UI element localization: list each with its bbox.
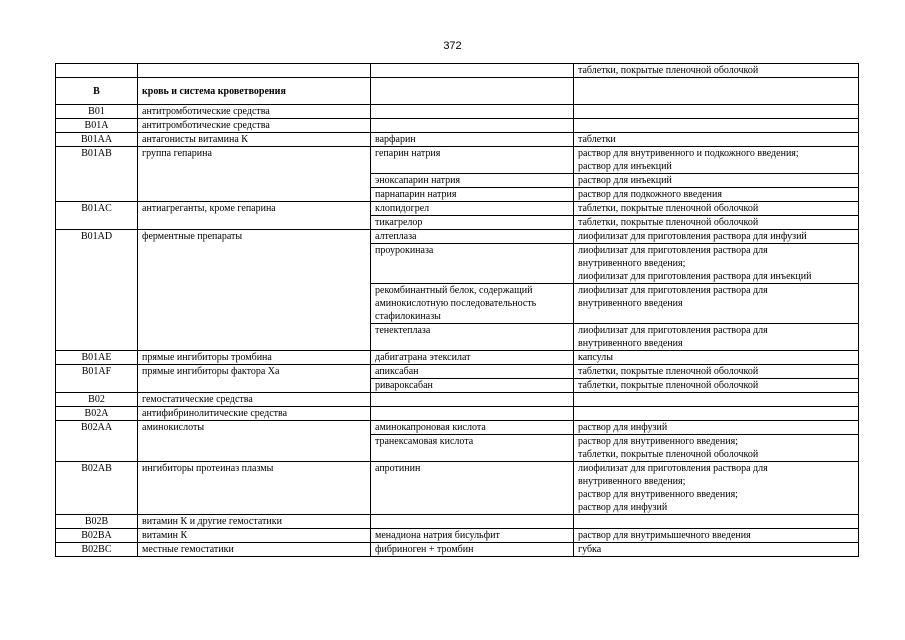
atc-code-cell: B01AA [56, 133, 138, 147]
atc-code-cell: B02 [56, 393, 138, 407]
dosage-form-cell: губка [574, 543, 859, 557]
table-row [56, 133, 859, 147]
dosage-form-cell [574, 78, 859, 105]
drug-name-cell: гепарин натрия [371, 147, 574, 174]
table-row [56, 407, 859, 421]
atc-group-cell: антифибринолитические средства [138, 407, 371, 421]
drug-name-cell: тикагрелор [371, 216, 574, 230]
table-row [56, 351, 859, 365]
atc-group-cell: ингибиторы протеиназ плазмы [138, 462, 371, 515]
dosage-form-cell: таблетки [574, 133, 859, 147]
dosage-form-cell [574, 393, 859, 407]
atc-group-cell: кровь и система кроветворения [138, 78, 371, 105]
atc-group-cell: антитромботические средства [138, 119, 371, 133]
dosage-form-cell: раствор для инфузий [574, 421, 859, 435]
dosage-form-cell: раствор для подкожного введения [574, 188, 859, 202]
drug-name-cell: проурокиназа [371, 244, 574, 284]
drug-name-cell: ривароксабан [371, 379, 574, 393]
table-row [56, 202, 859, 216]
dosage-form-cell: лиофилизат для приготовления раствора для инфузий [574, 230, 859, 244]
atc-code-cell: B01AC [56, 202, 138, 230]
dosage-form-cell: раствор для внутримышечного введения [574, 529, 859, 543]
atc-code-cell: B02AA [56, 421, 138, 462]
drug-name-cell: рекомбинантный белок, содержащий аминокислотную последовательность стафилокиназы [371, 284, 574, 324]
dosage-form-cell [574, 105, 859, 119]
dosage-form-cell: капсулы [574, 351, 859, 365]
table-row [56, 365, 859, 379]
atc-group-cell: антитромботические средства [138, 105, 371, 119]
atc-group-cell: антагонисты витамина К [138, 133, 371, 147]
atc-group-cell: прямые ингибиторы тромбина [138, 351, 371, 365]
atc-code-cell: B01AE [56, 351, 138, 365]
drug-name-cell: дабигатрана этексилат [371, 351, 574, 365]
atc-code-cell: B02BA [56, 529, 138, 543]
table-row [56, 529, 859, 543]
table-row [56, 462, 859, 515]
dosage-form-cell: лиофилизат для приготовления раствора для внутривенного введения; лиофилизат для приготовления раствора для инъекций [574, 244, 859, 284]
atc-code-cell: B02A [56, 407, 138, 421]
table-row [56, 78, 859, 105]
dosage-form-cell [574, 119, 859, 133]
drug-name-cell [371, 64, 574, 78]
drug-name-cell: апротинин [371, 462, 574, 515]
table-row [56, 421, 859, 435]
atc-group-cell: витамин К [138, 529, 371, 543]
atc-code-cell: B02B [56, 515, 138, 529]
drug-name-cell [371, 105, 574, 119]
drug-name-cell [371, 393, 574, 407]
table-row [56, 105, 859, 119]
table-row [56, 230, 859, 244]
atc-group-cell: ферментные препараты [138, 230, 371, 351]
atc-group-cell: гемостатические средства [138, 393, 371, 407]
dosage-form-cell: таблетки, покрытые пленочной оболочкой [574, 365, 859, 379]
table-body [56, 64, 859, 557]
atc-code-cell: B02BC [56, 543, 138, 557]
atc-group-cell: местные гемостатики [138, 543, 371, 557]
atc-code-cell: B [56, 78, 138, 105]
atc-group-cell: антиагреганты, кроме гепарина [138, 202, 371, 230]
drug-name-cell: фибриноген + тромбин [371, 543, 574, 557]
atc-code-cell: B01AD [56, 230, 138, 351]
drug-name-cell: тенектеплаза [371, 324, 574, 351]
drug-name-cell [371, 515, 574, 529]
drug-classification-table [55, 63, 859, 557]
atc-group-cell: аминокислоты [138, 421, 371, 462]
dosage-form-cell [574, 515, 859, 529]
drug-name-cell: транексамовая кислота [371, 435, 574, 462]
table-row [56, 543, 859, 557]
dosage-form-cell: лиофилизат для приготовления раствора для внутривенного введения [574, 324, 859, 351]
drug-name-cell: менадиона натрия бисульфит [371, 529, 574, 543]
atc-group-cell: прямые ингибиторы фактора Xa [138, 365, 371, 393]
atc-code-cell: B02AB [56, 462, 138, 515]
dosage-form-cell: лиофилизат для приготовления раствора для внутривенного введения [574, 284, 859, 324]
dosage-form-cell: таблетки, покрытые пленочной оболочкой [574, 202, 859, 216]
table-row [56, 515, 859, 529]
atc-group-cell: витамин К и другие гемостатики [138, 515, 371, 529]
table-row [56, 64, 859, 78]
drug-name-cell: парнапарин натрия [371, 188, 574, 202]
atc-group-cell [138, 64, 371, 78]
table-row [56, 147, 859, 174]
atc-code-cell: B01 [56, 105, 138, 119]
drug-name-cell [371, 78, 574, 105]
drug-name-cell: алтеплаза [371, 230, 574, 244]
drug-name-cell: клопидогрел [371, 202, 574, 216]
drug-name-cell: эноксапарин натрия [371, 174, 574, 188]
drug-name-cell [371, 407, 574, 421]
dosage-form-cell: раствор для внутривенного введения; таблетки, покрытые пленочной оболочкой [574, 435, 859, 462]
drug-name-cell: аминокапроновая кислота [371, 421, 574, 435]
dosage-form-cell: раствор для инъекций [574, 174, 859, 188]
drug-name-cell: варфарин [371, 133, 574, 147]
page-number: 372 [443, 40, 462, 52]
dosage-form-cell [574, 407, 859, 421]
dosage-form-cell: таблетки, покрытые пленочной оболочкой [574, 379, 859, 393]
atc-code-cell: B01AB [56, 147, 138, 202]
atc-code-cell [56, 64, 138, 78]
dosage-form-cell: раствор для внутривенного и подкожного введения; раствор для инъекций [574, 147, 859, 174]
table-row [56, 393, 859, 407]
dosage-form-cell: лиофилизат для приготовления раствора для внутривенного введения; раствор для внутривенного введения; раствор для инфузий [574, 462, 859, 515]
atc-code-cell: B01A [56, 119, 138, 133]
atc-group-cell: группа гепарина [138, 147, 371, 202]
drug-name-cell [371, 119, 574, 133]
table-row [56, 119, 859, 133]
drug-name-cell: апиксабан [371, 365, 574, 379]
atc-code-cell: B01AF [56, 365, 138, 393]
dosage-form-cell: таблетки, покрытые пленочной оболочкой [574, 216, 859, 230]
dosage-form-cell: таблетки, покрытые пленочной оболочкой [574, 64, 859, 78]
